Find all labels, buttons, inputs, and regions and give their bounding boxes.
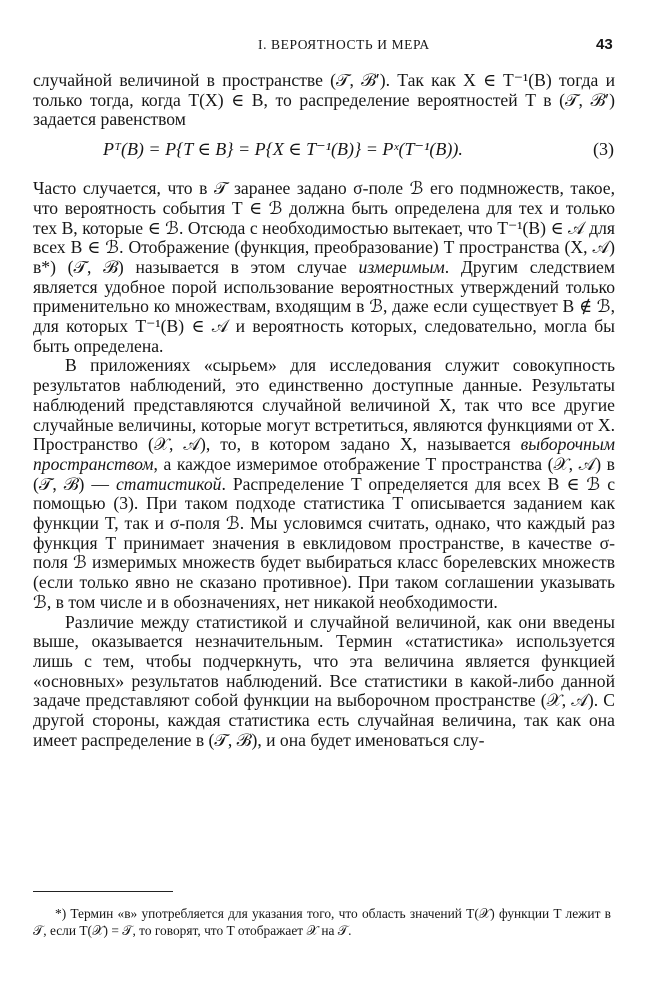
section-title: I. ВЕРОЯТНОСТЬ И МЕРА xyxy=(258,37,430,52)
running-head xyxy=(0,37,650,57)
equation-expression: Pᵀ(B) = P{T ∈ B} = P{X ∈ T⁻¹(B)} = Pˣ(T⁻¹(B)). xyxy=(103,139,463,160)
paragraph-2-end: . Другим следствием является удобное порой использование вероятностных утверждений только применительно ко множествам, входящим в ℬ, даже если существует B ∉ ℬ, для которых T⁻¹(B) ∈ 𝒜 и вероятность которых, следовательно, могла бы быть определена. xyxy=(33,256,615,356)
equation-number: (3) xyxy=(593,139,614,160)
body-text xyxy=(33,71,615,751)
term-sample-space: выборочным пространством xyxy=(33,434,615,474)
footnote-rule xyxy=(33,891,173,892)
term-measurable: измеримым xyxy=(358,256,445,277)
paragraph-4: Различие между статистикой и случайной величиной, как они введены выше, оказывается незначительным. Термин «статистика» используется лишь с тем, чтобы подчеркнуть, что эта величина является функцией «основных» результатов наблюдений. Все статистики в какой-либо данной задаче представляют собой функции на выборочном пространстве (𝒳, 𝒜). С другой стороны, каждая статистика есть случайная величина, так как она имеет распределение в (𝒯, ℬ), и она будет именоваться слу- xyxy=(33,611,615,750)
paragraph-3-middle: , а каждое измеримое отображение T пространства (𝒳, 𝒜) в (𝒯, ℬ) — xyxy=(33,453,615,494)
paragraph-1: случайной величиной в пространстве (𝒯, ℬ′). Так как X ∈ T⁻¹(B) тогда и только тогда, когда T(X) ∈ B, то распределение вероятностей T в (𝒯, ℬ′) задается равенством xyxy=(33,70,615,130)
paragraph-3-end: . Распределение T определяется для всех B ∈ ℬ с помощью (3). При таком подходе статистика T описывается заданием как функции T, так и σ-поля ℬ. Мы условимся считать, однако, что каждый раз функция T принимает значения в евклидовом пространстве, в качестве σ-поля ℬ измеримых множеств будет выбираться класс борелевских множеств (если только явно не сказано противное). При таком соглашении указывать ℬ, в том числе и в обозначениях, нет никакой необходимости. xyxy=(33,473,616,612)
paragraph-2 xyxy=(33,179,615,356)
paragraph-2-start: Часто случается, что в 𝒯 заранее задано σ-поле ℬ его подмножеств, такое, что вероятность события T ∈ ℬ должна быть определена для тех и только тех B, которые ∈ ℬ. Отсюда с необходимостью вытекает, что T⁻¹(B) ∈ 𝒜 для всех B ∈ ℬ. Отображение (функция, преобразование) T пространства (X, 𝒜) в*) (𝒯, ℬ) называется в этом случае xyxy=(33,178,615,277)
footnote: *) Термин «в» употребляется для указания того, что область значений T(𝒳) функции T лежит в 𝒯, если T(𝒳) = 𝒯, то говорят, что T отображает 𝒳 на 𝒯. xyxy=(33,906,611,938)
paragraph-3-start: В приложениях «сырьем» для исследования служит совокупность результатов наблюдений, это единственно доступные данные. Результаты наблюдений представляются случайной величиной X, так что все другие случайные величины, которые могут встретиться, являются функциями от X. Пространство (𝒳, 𝒜), то, в котором задано X, называется xyxy=(33,355,615,455)
term-statistic: статистикой xyxy=(115,473,222,494)
equation-3 xyxy=(33,132,615,176)
page-number: 43 xyxy=(596,36,613,53)
paragraph-3 xyxy=(33,356,615,612)
